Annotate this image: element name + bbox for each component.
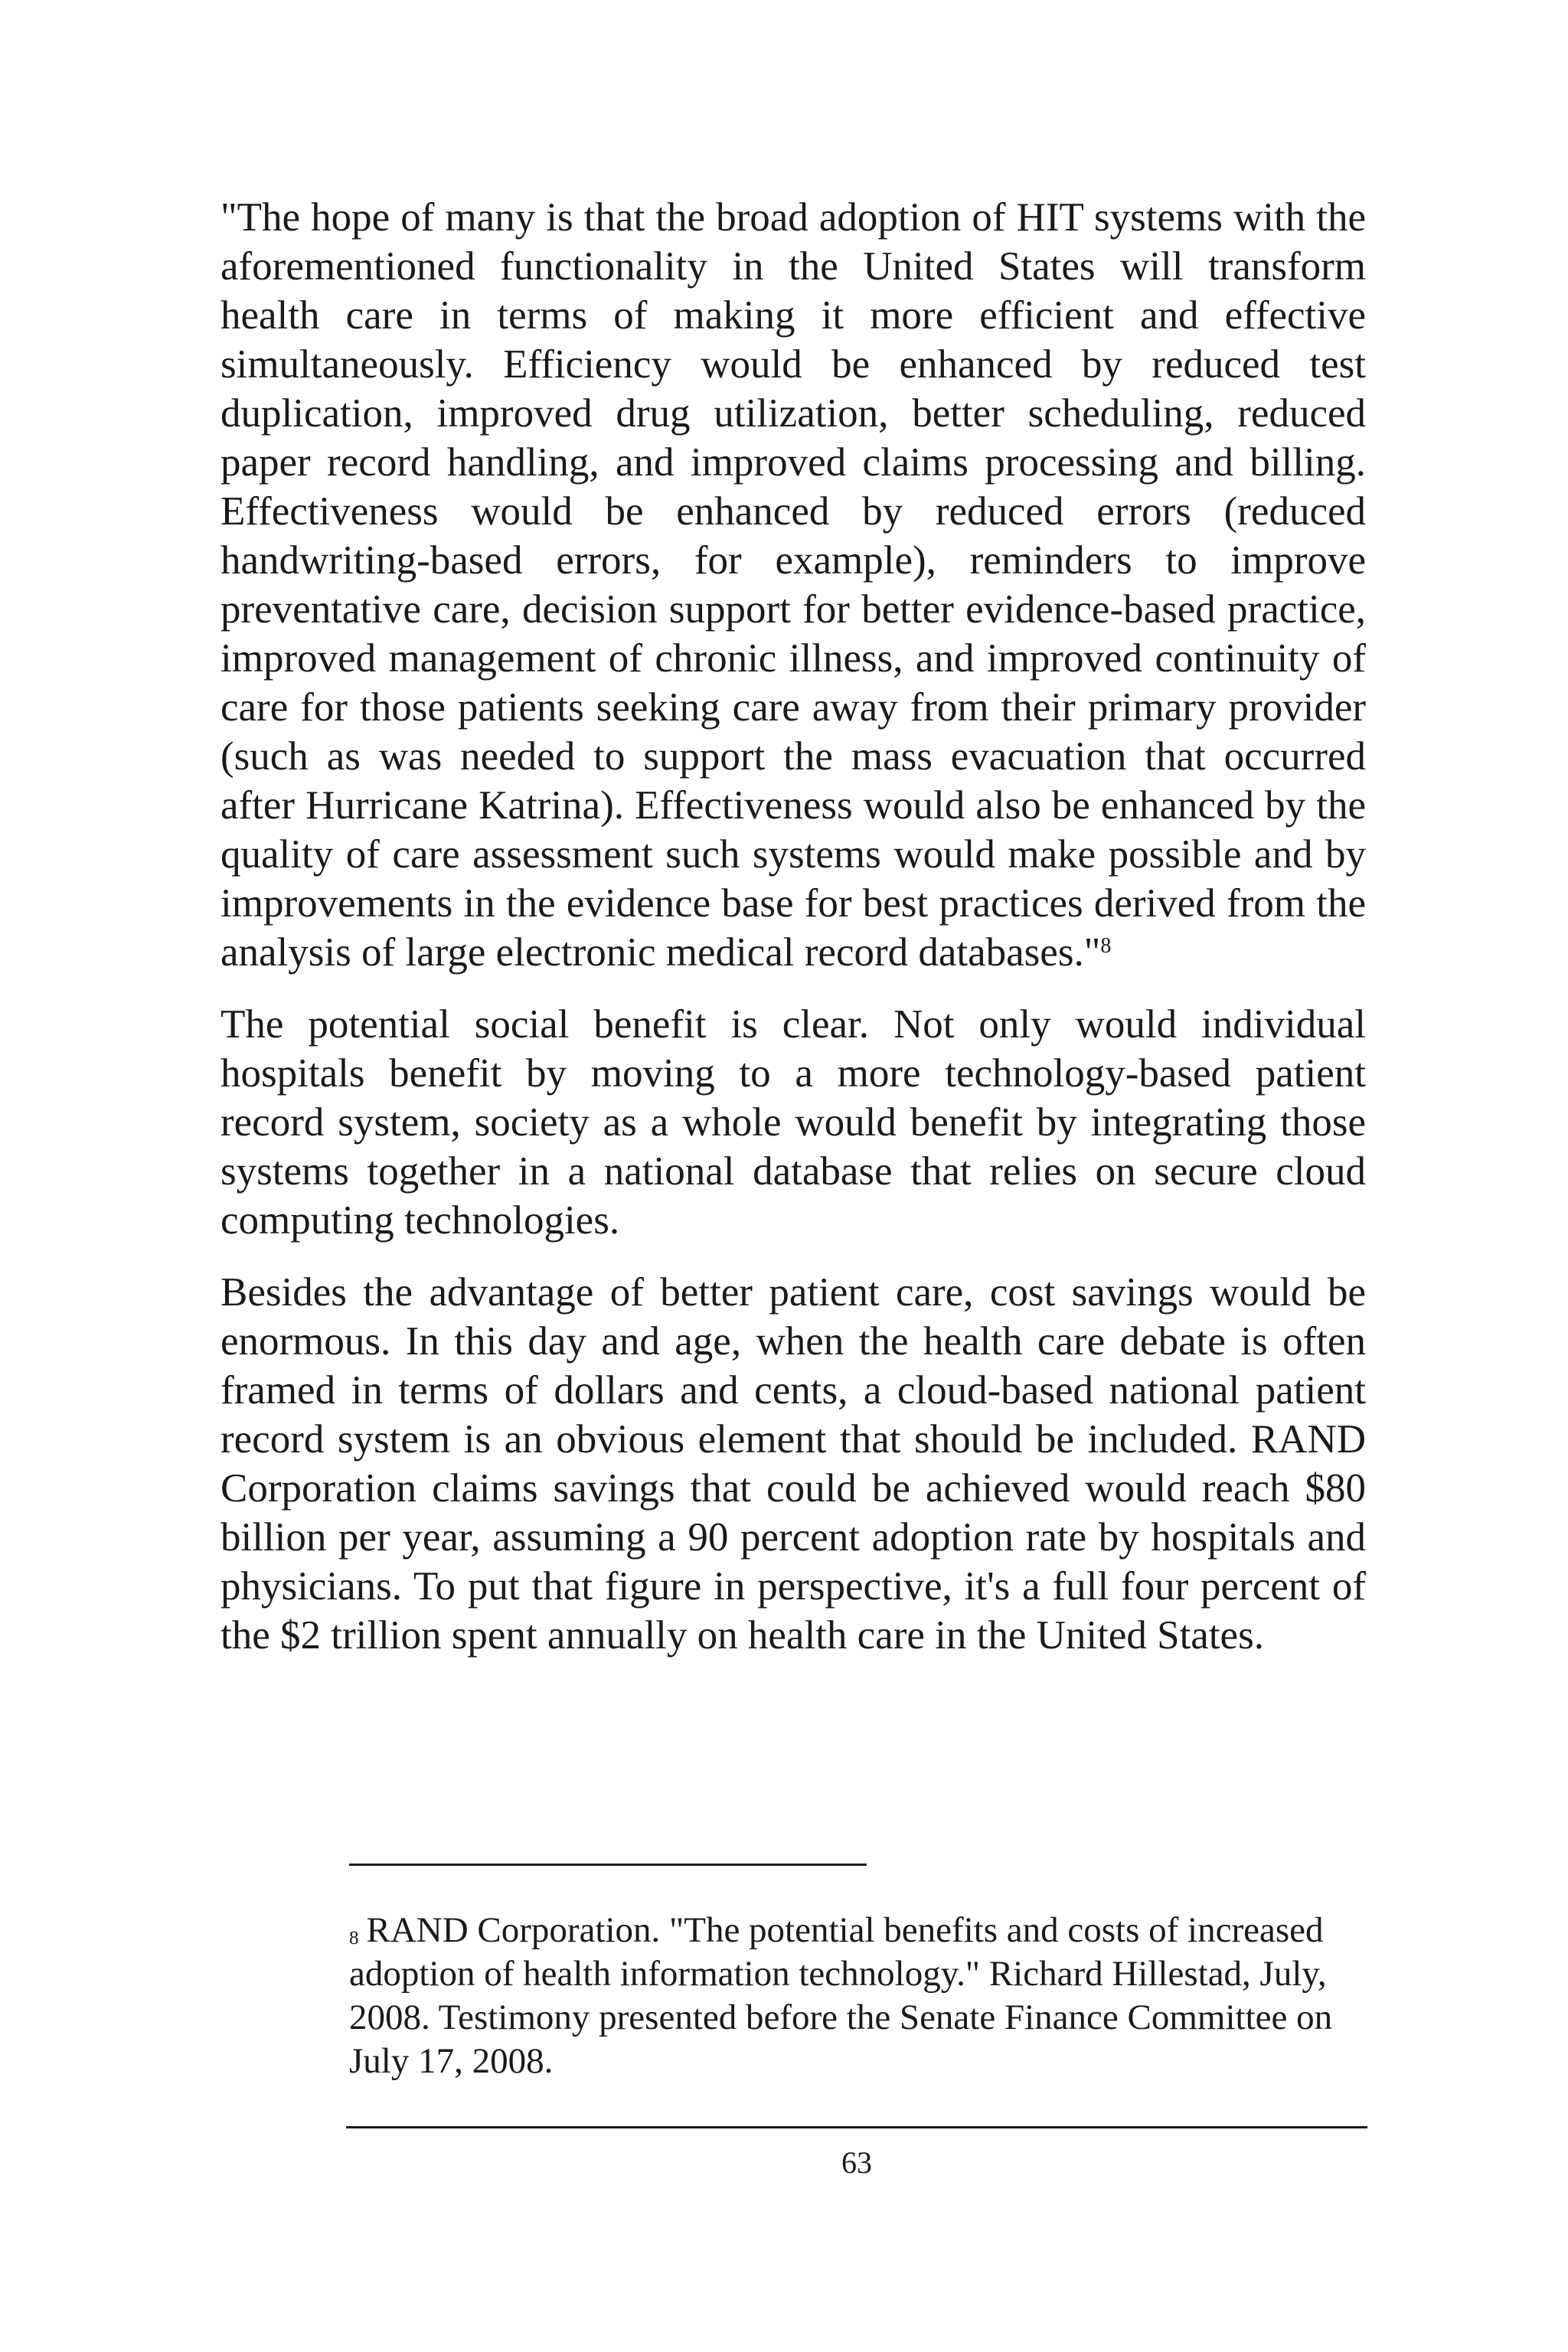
quote-paragraph xyxy=(220,193,1366,977)
page-number: 63 xyxy=(841,2145,872,2180)
social-benefit-paragraph: The potential social benefit is clear. Not only would individual hospitals benefit by moving to a more technology-based patient record system, society as a whole would benefit by integrating those systems together in a national database that relies on secure cloud computing technologies. xyxy=(220,1002,1366,1243)
cost-savings-paragraph: Besides the advantage of better patient care, cost savings would be enormous. In this day and age, when the health care debate is often framed in terms of dollars and cents, a cloud-based national patient record system is an obvious element that should be included. RAND Corporation claims savings that could be achieved would reach $80 billion per year, assuming a 90 percent adoption rate by hospitals and physicians. To put that figure in perspective, it's a full four percent of the $2 trillion spent annually on health care in the United States. xyxy=(220,1270,1366,1658)
quote-text: "The hope of many is that the broad adoption of HIT systems with the aforementioned functionality in the United States will transform health care in terms of making it more efficient and effective simultaneously. Efficiency would be enhanced by reduced test duplication, improved drug utilization, better scheduling, reduced paper record handling, and improved claims processing and billing. Effectiveness would be enhanced by reduced errors (reduced handwriting-based errors, for example), reminders to improve preventative care, decision support for better evidence-based practice, improved management of chronic illness, and improved continuity of care for those patients seeking care away from their primary provider (such as was needed to support the mass evacuation that occurred after Hurricane Katrina). Effectiveness would also be enhanced by the quality of care assessment such systems would make possible and by improvements in the evidence base for best practices derived from the analysis of large electronic medical record databases." xyxy=(220,195,1366,975)
footnote xyxy=(349,1909,1344,2083)
footnote-number: 8 xyxy=(349,1928,359,1949)
footnote-reference[interactable]: 8 xyxy=(1100,934,1112,959)
page-footer-rule xyxy=(346,2126,1367,2128)
footnote-text: RAND Corporation. "The potential benefits and costs of increased adoption of health information technology." Richard Hillestad, July, 2008. Testimony presented before the Senate Finance Committee on July 17, 2008. xyxy=(349,1910,1333,2081)
footnote-separator xyxy=(349,1864,867,1866)
main-text xyxy=(220,193,1366,1683)
